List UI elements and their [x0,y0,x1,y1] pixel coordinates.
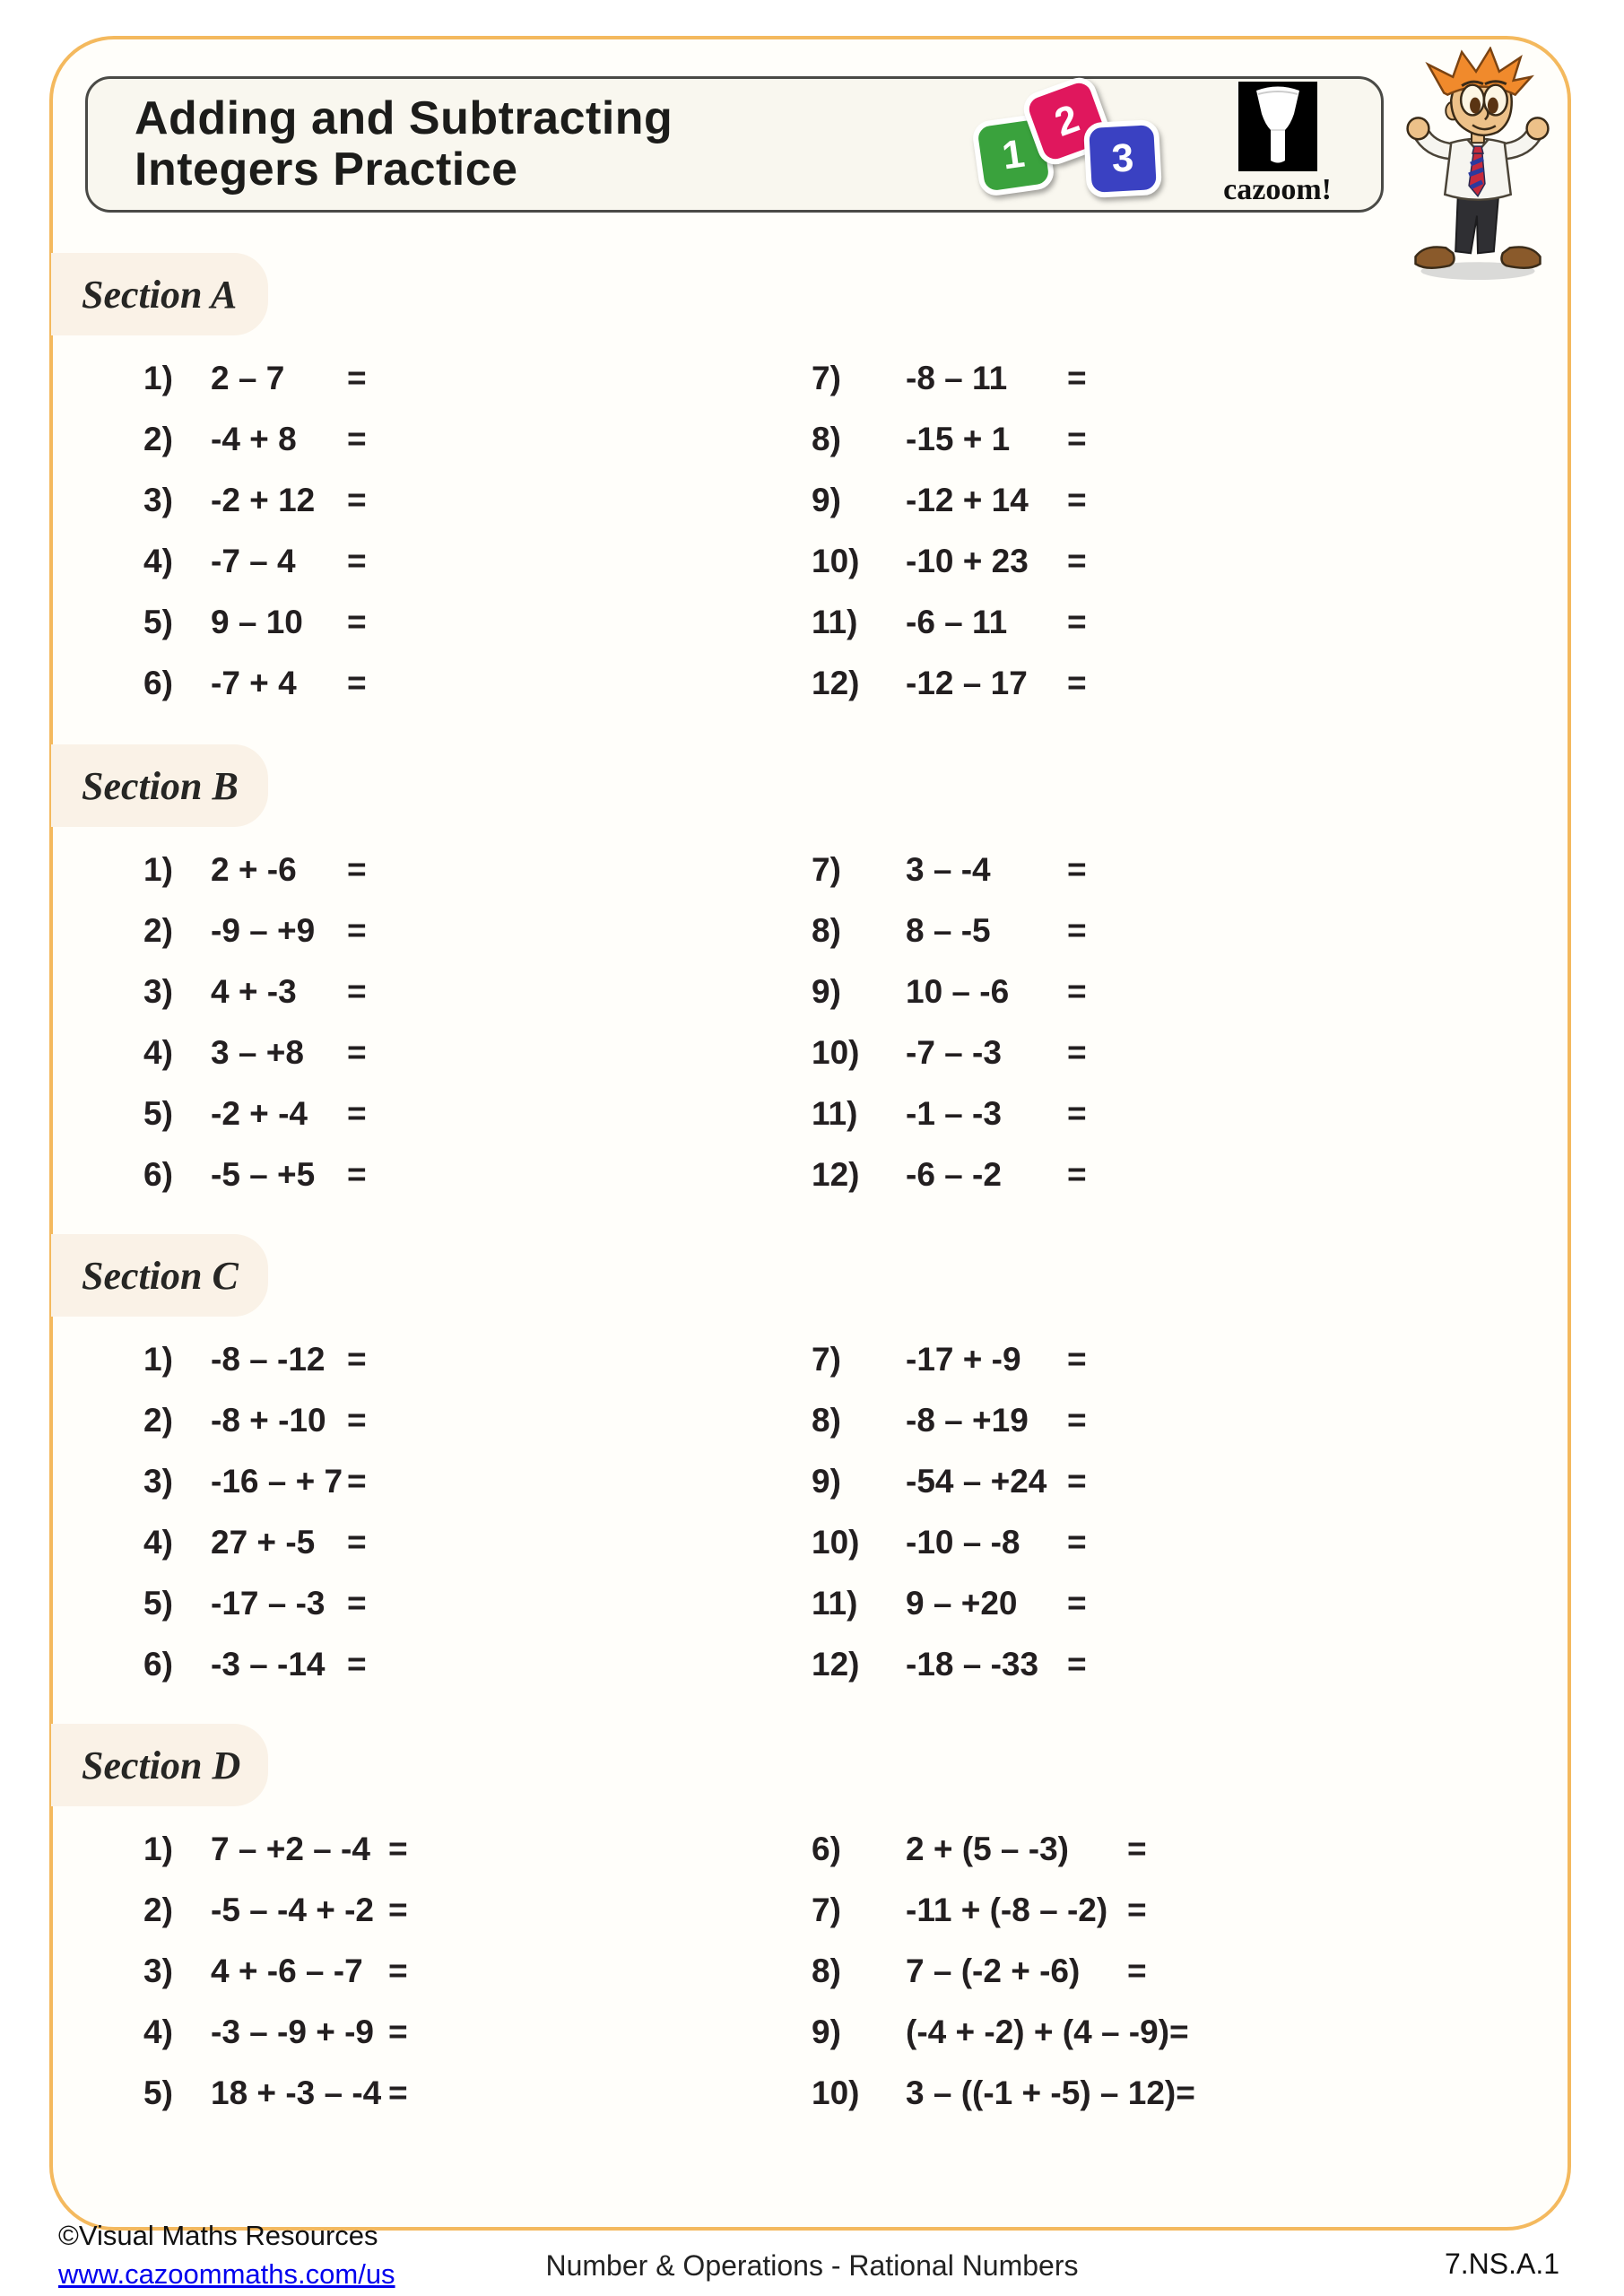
problem-expression: -5 – -4 + -2 [211,1892,375,1928]
problems-column-left [143,1329,812,1695]
equals-sign: = [1067,665,1087,701]
equals-sign: = [388,1892,408,1928]
problem-row [812,531,1087,592]
problem-expression: 3 – -4 [906,851,991,888]
problem-expression: 2 + -6 [211,851,297,888]
problem-number: 8) [812,1402,841,1439]
problems-column-left [143,1819,812,2124]
standard-code-label: 7.NS.A.1 [1444,2248,1559,2280]
equals-sign: = [347,1585,367,1622]
section-d [51,1724,1576,2124]
problem-expression: -7 + 4 [211,665,297,701]
equals-sign: = [1067,851,1087,888]
problem-expression: -8 + -10 [211,1402,326,1439]
problem-row [812,1390,1087,1451]
problem-expression: 2 + (5 – -3) [906,1831,1070,1867]
problem-expression: -4 + 8 [211,421,297,457]
problem-row [143,839,812,900]
cazoom-logo [1223,82,1332,207]
equals-sign: = [1067,1402,1087,1439]
equals-sign: = [347,1463,367,1500]
problem-number: 4) [143,543,173,579]
problem-expression: -15 + 1 [906,421,1011,457]
problem-number: 6) [812,1831,841,1867]
problem-row [812,1451,1087,1512]
problem-row [812,1512,1087,1573]
section-label: Section A [51,253,268,335]
problem-row [143,1390,812,1451]
problem-expression: -8 – +19 [906,1402,1029,1439]
problems-column-right [812,839,1087,1205]
problem-expression: (-4 + -2) + (4 – -9) [906,2013,1170,2050]
problem-expression: 27 + -5 [211,1524,316,1561]
problem-expression: 3 – +8 [211,1034,304,1071]
problem-number: 5) [143,604,173,640]
equals-sign: = [347,482,367,518]
equals-sign: = [1067,1341,1087,1378]
equals-sign: = [1127,1892,1147,1928]
problem-row [812,1022,1087,1083]
problem-number: 1) [143,1831,173,1867]
problem-row [143,1880,812,1941]
problem-expression: -3 – -9 + -9 [211,2013,375,2050]
title-line-1: Adding and Subtracting [135,91,673,144]
equals-sign: = [347,851,367,888]
problem-number: 12) [812,1646,860,1683]
problem-number: 7) [812,360,841,396]
problem-expression: -5 – +5 [211,1156,316,1193]
problem-number: 5) [143,1095,173,1132]
problems-column-left [143,839,812,1205]
problem-number: 4) [143,1524,173,1561]
equals-sign: = [347,1646,367,1683]
logo-tile-2: 2 [1019,73,1116,170]
problem-expression: 18 + -3 – -4 [211,2074,382,2111]
problem-row [143,900,812,961]
equals-sign: = [1127,1831,1147,1867]
section-c [51,1234,1576,1695]
problem-number: 2) [143,421,173,457]
problem-expression: -54 – +24 [906,1463,1047,1500]
problem-expression: -10 – -8 [906,1524,1020,1561]
problem-expression: 9 – +20 [906,1585,1018,1622]
problem-expression: 2 – 7 [211,360,285,396]
problem-expression: -12 – 17 [906,665,1028,701]
problem-number: 6) [143,1156,173,1193]
problem-number: 3) [143,482,173,518]
problem-row [812,1573,1087,1634]
problem-row [812,470,1087,531]
equals-sign: = [1067,1156,1087,1193]
problem-expression: 8 – -5 [906,912,991,949]
problem-row [143,961,812,1022]
section-label: Section C [51,1234,268,1317]
problem-number: 11) [812,1585,858,1622]
problem-row [143,1451,812,1512]
problem-expression: -3 – -14 [211,1646,326,1683]
problem-row [812,1329,1087,1390]
problem-expression: 3 – ((-1 + -5) – 12) [906,2074,1177,2111]
problems-column-right [812,1819,1195,2124]
problem-number: 6) [143,665,173,701]
problem-row [812,1083,1087,1144]
problem-expression: -6 – 11 [906,604,1008,640]
problem-expression: -16 – + 7 [211,1463,343,1500]
equals-sign: = [1067,1095,1087,1132]
equals-sign: = [347,1156,367,1193]
page-title [135,93,673,196]
problem-expression: 7 – (-2 + -6) [906,1952,1081,1989]
equals-sign: = [347,1034,367,1071]
problem-row [143,1819,812,1880]
problem-row [812,1634,1087,1695]
problems-column-left [143,348,812,714]
logo-tile-1: 1 [971,113,1056,198]
problem-expression: -10 + 23 [906,543,1029,579]
problem-number: 7) [812,1892,841,1928]
equals-sign: = [1067,1524,1087,1561]
problem-number: 7) [812,1341,841,1378]
problem-number: 3) [143,1952,173,1989]
footer-topic-label: Number & Operations - Rational Numbers [545,2249,1079,2282]
problem-expression: -12 + 14 [906,482,1029,518]
problem-number: 12) [812,665,860,701]
equals-sign: = [1067,912,1087,949]
problem-row [143,348,812,409]
problem-number: 4) [143,1034,173,1071]
problem-row [812,409,1087,470]
number-tiles-logo [976,83,1166,205]
problem-number: 5) [143,1585,173,1622]
equals-sign: = [347,1402,367,1439]
problem-number: 10) [812,1524,860,1561]
problem-number: 1) [143,851,173,888]
problem-expression: -11 + (-8 – -2) [906,1892,1108,1928]
problem-number: 8) [812,1952,841,1989]
problems-column-right [812,348,1087,714]
equals-sign: = [1127,1952,1147,1989]
equals-sign: = [1067,360,1087,396]
problem-row [143,592,812,653]
mascot-character-illustration [1388,47,1568,287]
equals-sign: = [347,543,367,579]
problem-expression: -7 – -3 [906,1034,1002,1071]
problem-row [143,409,812,470]
section-b [51,744,1576,1205]
problem-number: 3) [143,1463,173,1500]
equals-sign: = [1176,2074,1195,2111]
problem-number: 12) [812,1156,860,1193]
problem-expression: 7 – +2 – -4 [211,1831,370,1867]
equals-sign: = [1067,1463,1087,1500]
problem-row [812,1819,1195,1880]
section-label: Section D [51,1724,268,1806]
problem-number: 2) [143,1892,173,1928]
equals-sign: = [347,1095,367,1132]
problem-row [812,592,1087,653]
problem-expression: -8 – 11 [906,360,1008,396]
problem-number: 11) [812,604,858,640]
problem-row [812,2063,1195,2124]
problem-expression: 4 + -6 – -7 [211,1952,363,1989]
equals-sign: = [1067,1585,1087,1622]
problem-number: 4) [143,2013,173,2050]
equals-sign: = [347,912,367,949]
problem-row [143,1512,812,1573]
problem-expression: -17 – -3 [211,1585,326,1622]
problem-row [812,900,1087,961]
equals-sign: = [347,1524,367,1561]
problem-expression: -1 – -3 [906,1095,1002,1132]
equals-sign: = [347,604,367,640]
problem-row [812,1144,1087,1205]
problem-number: 9) [812,482,841,518]
problem-number: 7) [812,851,841,888]
problems-column-right [812,1329,1087,1695]
section-label: Section B [51,744,268,827]
problem-row [143,1083,812,1144]
problem-row [143,1634,812,1695]
equals-sign: = [1067,482,1087,518]
problem-row [143,2002,812,2063]
problem-row [143,1941,812,2002]
problem-row [143,470,812,531]
problem-row [812,2002,1195,2063]
problem-number: 9) [812,2013,841,2050]
problem-expression: -17 + -9 [906,1341,1021,1378]
problem-number: 9) [812,1463,841,1500]
problem-number: 3) [143,973,173,1010]
equals-sign: = [388,1831,408,1867]
problem-expression: -2 + 12 [211,482,316,518]
problem-row [812,348,1087,409]
equals-sign: = [347,360,367,396]
cazoom-website-link[interactable]: www.cazoommaths.com/us [58,2257,395,2290]
problem-row [143,2063,812,2124]
problem-expression: 4 + -3 [211,973,297,1010]
problem-number: 1) [143,360,173,396]
problem-number: 10) [812,543,860,579]
problem-number: 6) [143,1646,173,1683]
problem-row [812,839,1087,900]
equals-sign: = [347,973,367,1010]
copyright-text: ©Visual Maths Resources [58,2220,378,2251]
problem-number: 8) [812,912,841,949]
problem-number: 8) [812,421,841,457]
equals-sign: = [1067,1034,1087,1071]
problem-row [812,961,1087,1022]
problem-expression: 10 – -6 [906,973,1010,1010]
problem-row [143,1022,812,1083]
problem-expression: -18 – -33 [906,1646,1039,1683]
equals-sign: = [1067,604,1087,640]
problem-expression: 9 – 10 [211,604,303,640]
equals-sign: = [1067,973,1087,1010]
problem-number: 10) [812,1034,860,1071]
equals-sign: = [1067,421,1087,457]
problem-row [143,1144,812,1205]
problem-row [143,531,812,592]
problem-row [143,653,812,714]
cazoom-drum-icon [1238,82,1317,171]
equals-sign: = [347,665,367,701]
logo-tile-3: 3 [1083,119,1162,198]
section-a [51,253,1576,714]
equals-sign: = [388,1952,408,1989]
problem-row [143,1329,812,1390]
worksheet-title-box [85,76,1384,213]
problem-expression: -7 – 4 [211,543,296,579]
problem-number: 10) [812,2074,860,2111]
problem-expression: -6 – -2 [906,1156,1002,1193]
equals-sign: = [388,2074,408,2111]
equals-sign: = [1067,543,1087,579]
problem-number: 1) [143,1341,173,1378]
logo-row [976,82,1332,207]
problem-number: 11) [812,1095,858,1132]
problem-expression: -8 – -12 [211,1341,326,1378]
problem-number: 5) [143,2074,173,2111]
problem-row [812,1880,1195,1941]
problem-expression: -2 + -4 [211,1095,308,1132]
cazoom-logo-text: cazoom! [1223,173,1332,206]
problem-number: 2) [143,912,173,949]
problem-row [812,1941,1195,2002]
equals-sign: = [347,1341,367,1378]
equals-sign: = [347,421,367,457]
problem-row [812,653,1087,714]
equals-sign: = [1067,1646,1087,1683]
equals-sign: = [388,2013,408,2050]
equals-sign: = [1169,2013,1189,2050]
title-line-2: Integers Practice [135,144,518,196]
problem-expression: -9 – +9 [211,912,316,949]
problem-number: 9) [812,973,841,1010]
problem-number: 2) [143,1402,173,1439]
problem-row [143,1573,812,1634]
